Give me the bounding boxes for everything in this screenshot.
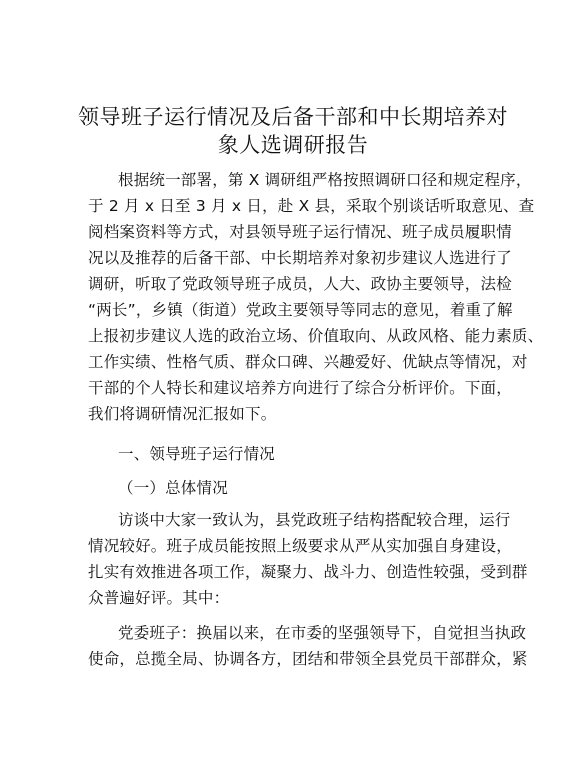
paragraph-1-line-4: 况以及推荐的后备干部、中长期培养对象初步建议人选进行了	[88, 249, 512, 267]
paragraph-1-line-8: 工作实绩、性格气质、群众口碑、兴趣爱好、优缺点等情况，对	[88, 353, 528, 371]
paragraph-2-line-4: 众普遍好评。其中：	[88, 589, 230, 607]
paragraph-1-line-5: 调研，听取了党政领导班子成员，人大、政协主要领导，法检	[88, 275, 512, 293]
paragraph-1-line-7: 上报初步建议人选的政治立场、价值取向、从政风格、能力素质、	[88, 327, 544, 345]
paragraph-3-line-2: 使命，总揽全局、协调各方，团结和带领全县党员干部群众，紧	[88, 650, 528, 668]
document-title-line-2: 象人选调研报告	[217, 133, 369, 157]
paragraph-3-line-1: 党委班子：换届以来，在市委的坚强领导下，自觉担当执政	[118, 624, 527, 642]
paragraph-1-line-3: 阅档案资料等方式，对县领导班子运行情况、班子成员履职情	[88, 223, 512, 241]
section-heading-2: （一）总体情况	[118, 479, 228, 497]
document-title-line-1: 领导班子运行情况及后备干部和中长期培养对	[78, 105, 508, 129]
paragraph-1-line-2: 于 2 月 x 日至 3 月 x 日，赴 X 县，采取个别谈话听取意见、查	[88, 197, 535, 215]
paragraph-2-line-2: 情况较好。班子成员能按照上级要求从严从实加强自身建设，	[88, 537, 512, 555]
paragraph-1-line-6: “两长”，乡镇（街道）党政主要领导等同志的意见，着重了解	[88, 301, 513, 319]
paragraph-1-line-9: 干部的个人特长和建议培养方向进行了综合分析评价。下面，	[88, 379, 512, 397]
section-heading-1: 一、领导班子运行情况	[118, 445, 276, 463]
paragraph-1-line-10: 我们将调研情况汇报如下。	[88, 405, 277, 423]
paragraph-2-line-3: 扎实有效推进各项工作，凝聚力、战斗力、创造性较强，受到群	[88, 563, 528, 581]
paragraph-1-line-1: 根据统一部署，第 X 调研组严格按照调研口径和规定程序，	[118, 171, 532, 189]
paragraph-2-line-1: 访谈中大家一致认为，县党政班子结构搭配较合理，运行	[118, 511, 511, 529]
